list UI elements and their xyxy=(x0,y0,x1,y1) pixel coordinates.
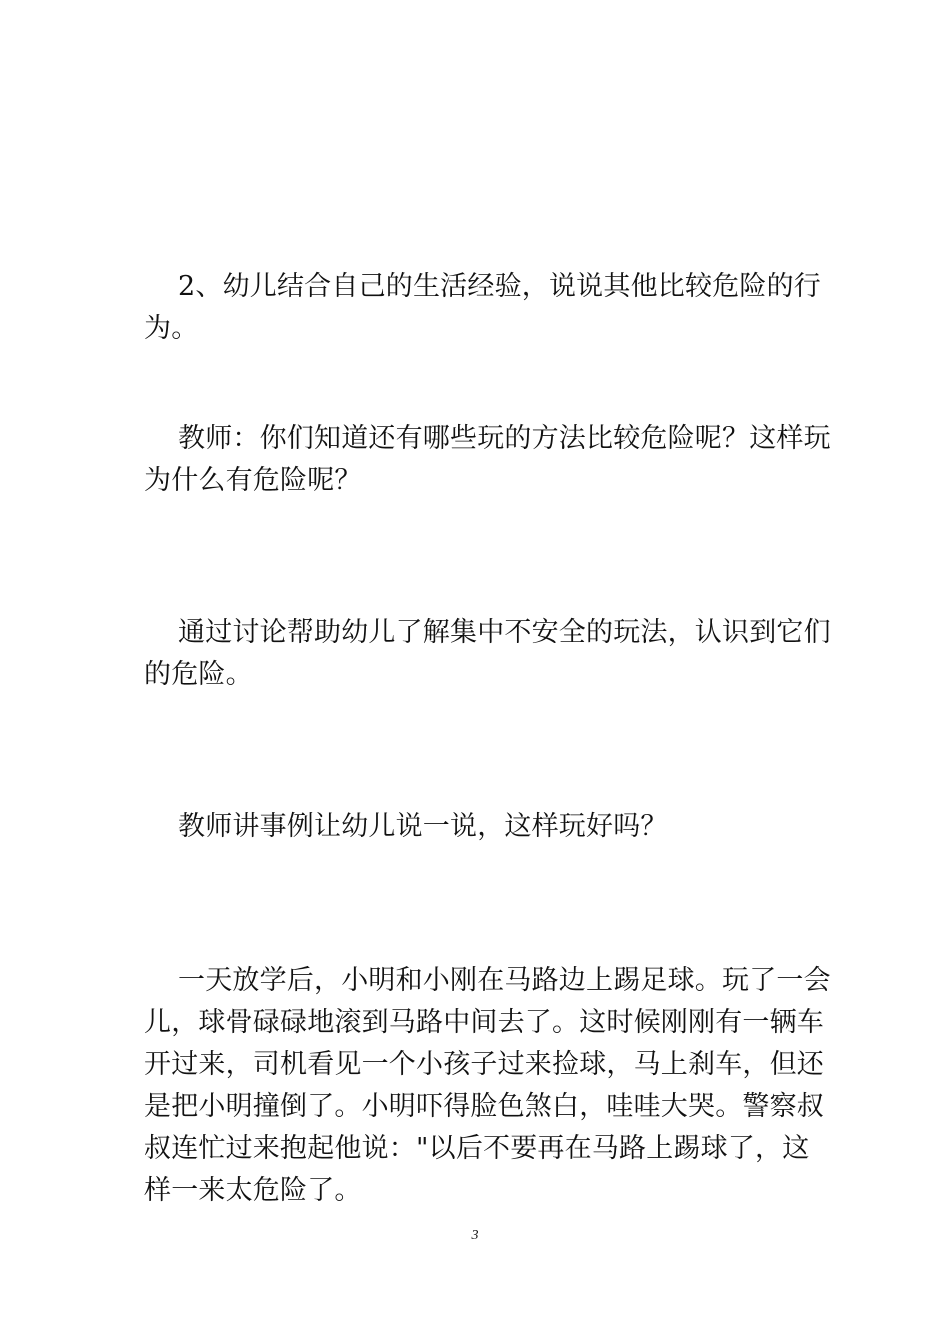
paragraph-teacher-example: 教师讲事例让幼儿说一说，这样玩好吗？ xyxy=(178,811,668,842)
page-number: 3 xyxy=(471,1228,479,1243)
paragraph-discussion: 通过讨论帮助幼儿了解集中不安全的玩法，认识到它们的危险。 xyxy=(144,617,831,690)
paragraph-story: 一天放学后，小明和小刚在马路边上踢足球。玩了一会儿，球骨碌碌地滚到马路中间去了。这时候刚刚有一辆车开过来，司机看见一个小孩子过来捡球，马上刹车，但还是把小明撞倒了。小明吓得脸色煞白，哇哇大哭。警察叔叔连忙过来抱起他说："以后不要再在马路上踢球了，这样一来太危险了。 xyxy=(144,965,831,1206)
paragraph-danger-behaviors: 2、幼儿结合自己的生活经验，说说其他比较危险的行为。 xyxy=(144,271,821,344)
paragraph-teacher-question: 教师：你们知道还有哪些玩的方法比较危险呢？这样玩为什么有危险呢？ xyxy=(144,423,831,496)
